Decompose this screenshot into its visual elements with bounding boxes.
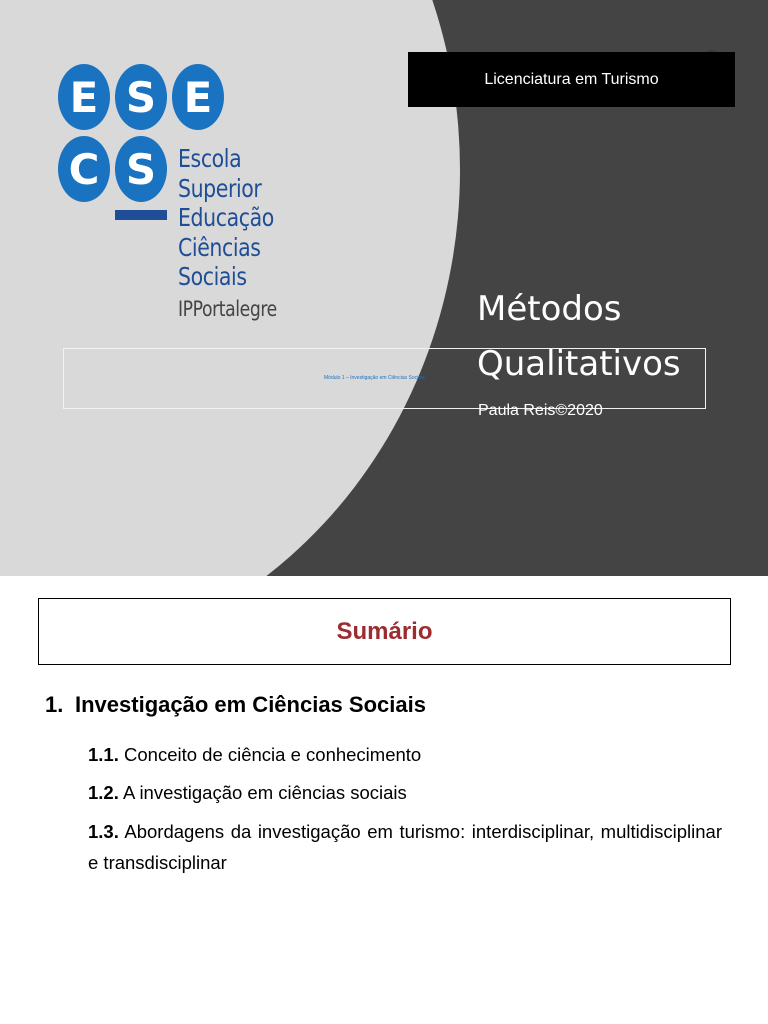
summary-title: Sumário [336, 617, 433, 645]
logo-line-ciencias: Ciências [178, 233, 261, 262]
author-credit: Paula Reis©2020 [478, 402, 603, 419]
section-heading [45, 692, 426, 718]
logo-letter-s1: S [115, 64, 167, 130]
item-number: 1.1. [88, 744, 119, 765]
summary-header-box [38, 598, 731, 665]
logo-letter-s2: S [115, 136, 167, 202]
section-number: 1. [45, 692, 64, 717]
logo-bar [115, 210, 167, 220]
slide-title-line2: Qualitativos [477, 344, 681, 384]
logo-institution: IPPortalegre [178, 297, 277, 321]
program-label: Licenciatura em Turismo [484, 70, 659, 88]
logo-letter-e1: E [58, 64, 110, 130]
logo-letter-e2: E [172, 64, 224, 130]
summary-item-1-1 [88, 739, 722, 770]
logo-line-educacao: Educação [178, 203, 274, 232]
program-banner [408, 52, 735, 107]
logo-line-superior: Superior [178, 174, 262, 203]
logo-line-escola: Escola [178, 144, 242, 173]
summary-item-1-2 [88, 777, 722, 808]
logo-letter-c: C [58, 136, 110, 202]
item-number: 1.2. [88, 782, 119, 803]
module-label: Módulo 1 – Investigação em Ciências Sociais [324, 375, 425, 381]
slide-title [477, 282, 767, 392]
logo-line-sociais: Sociais [178, 262, 247, 291]
item-text: Abordagens da investigação em turismo: interdisciplinar, multidisciplinar e transdisciplinar [88, 821, 723, 873]
section-title: Investigação em Ciências Sociais [75, 692, 426, 717]
item-text: Conceito de ciência e conhecimento [124, 744, 422, 765]
item-number: 1.3. [88, 821, 119, 842]
summary-item-1-3 [88, 816, 722, 878]
slide-title-line1: Métodos [477, 289, 622, 329]
esecs-logo [56, 64, 296, 334]
item-text: A investigação em ciências sociais [122, 782, 407, 803]
